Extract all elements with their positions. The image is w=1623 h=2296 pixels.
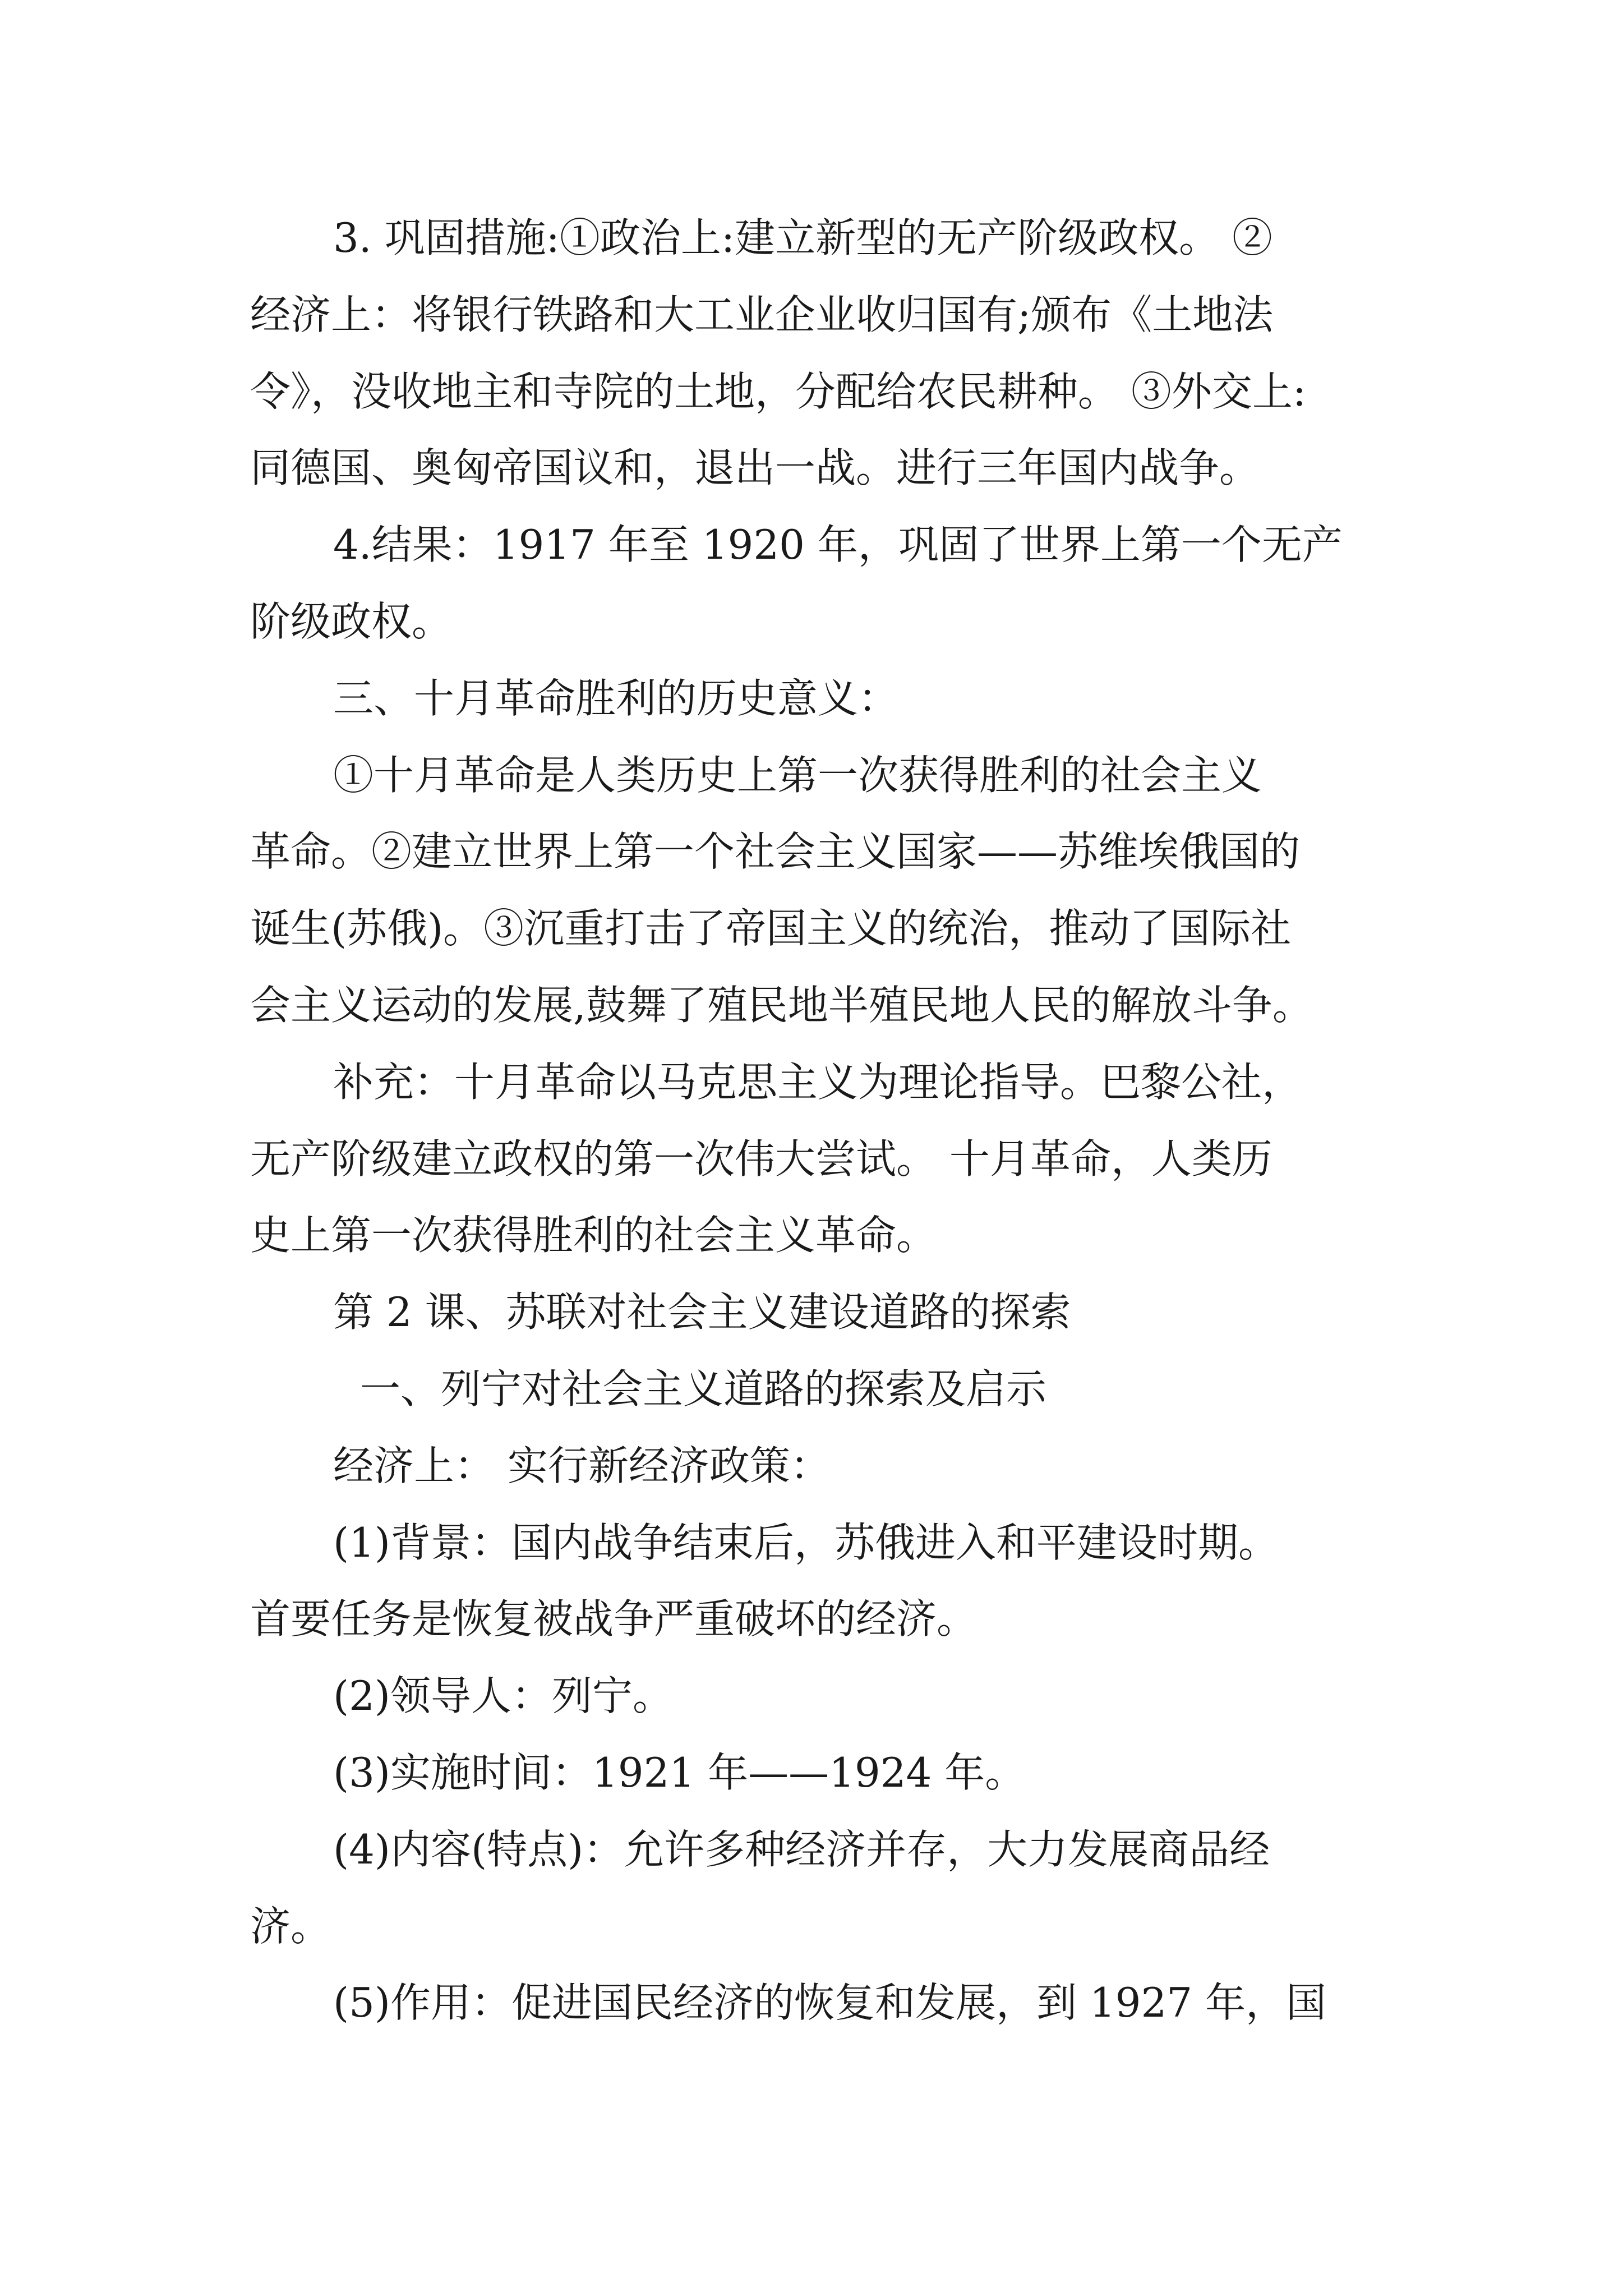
text-line: 史上第一次获得胜利的社会主义革命。 — [250, 1212, 937, 1259]
text-line: 3. 巩固措施:①政治上:建立新型的无产阶级政权。 ② — [333, 214, 1272, 261]
text-line: 补充：十月革命以马克思主义为理论指导。巴黎公社， — [333, 1058, 1303, 1106]
text-line: (3)实施时间：1921 年——1924 年。 — [333, 1749, 1026, 1796]
text-line: (2)领导人：列宁。 — [333, 1672, 673, 1720]
document-body — [250, 200, 1377, 2041]
text-line: 首要任务是恢复被战争严重破坏的经济。 — [250, 1595, 978, 1643]
text-line: 经济上： 实行新经济政策： — [333, 1442, 831, 1489]
text-line: ①十月革命是人类历史上第一次获得胜利的社会主义 — [333, 751, 1262, 799]
text-line: (5)作用：促进国民经济的恢复和发展，到 1927 年，国 — [333, 1979, 1326, 2027]
text-line: 会主义运动的发展,鼓舞了殖民地半殖民地人民的解放斗争。 — [250, 981, 1313, 1029]
text-line: (1)背景：国内战争结束后，苏俄进入和平建设时期。 — [333, 1519, 1279, 1566]
text-line: 革命。②建立世界上第一个社会主义国家——苏维埃俄国的 — [250, 828, 1301, 876]
text-line: 经济上：将银行铁路和大工业企业收归国有;颁布《土地法 — [250, 291, 1274, 338]
text-line: (4)内容(特点)：允许多种经济并存，大力发展商品经 — [333, 1825, 1270, 1873]
section-heading: 三、十月革命胜利的历史意义： — [333, 674, 899, 722]
text-line: 诞生(苏俄)。③沉重打击了帝国主义的统治，推动了国际社 — [250, 905, 1292, 953]
text-line: 阶级政权。 — [250, 597, 453, 645]
lesson-heading: 第 2 课、苏联对社会主义建设道路的探索 — [333, 1289, 1071, 1336]
text-line: 同德国、奥匈帝国议和，退出一战。进行三年国内战争。 — [250, 444, 1260, 492]
text-line: 无产阶级建立政权的第一次伟大尝试。 十月革命，人类历 — [250, 1135, 1272, 1182]
text-line: 济。 — [250, 1902, 331, 1950]
section-heading: 一、列宁对社会主义道路的探索及启示 — [360, 1365, 1047, 1412]
text-line: 4.结果：1917 年至 1920 年，巩固了世界上第一个无产 — [333, 521, 1343, 569]
text-line: 令》，没收地主和寺院的土地，分配给农民耕种。 ③外交上: — [250, 367, 1307, 415]
